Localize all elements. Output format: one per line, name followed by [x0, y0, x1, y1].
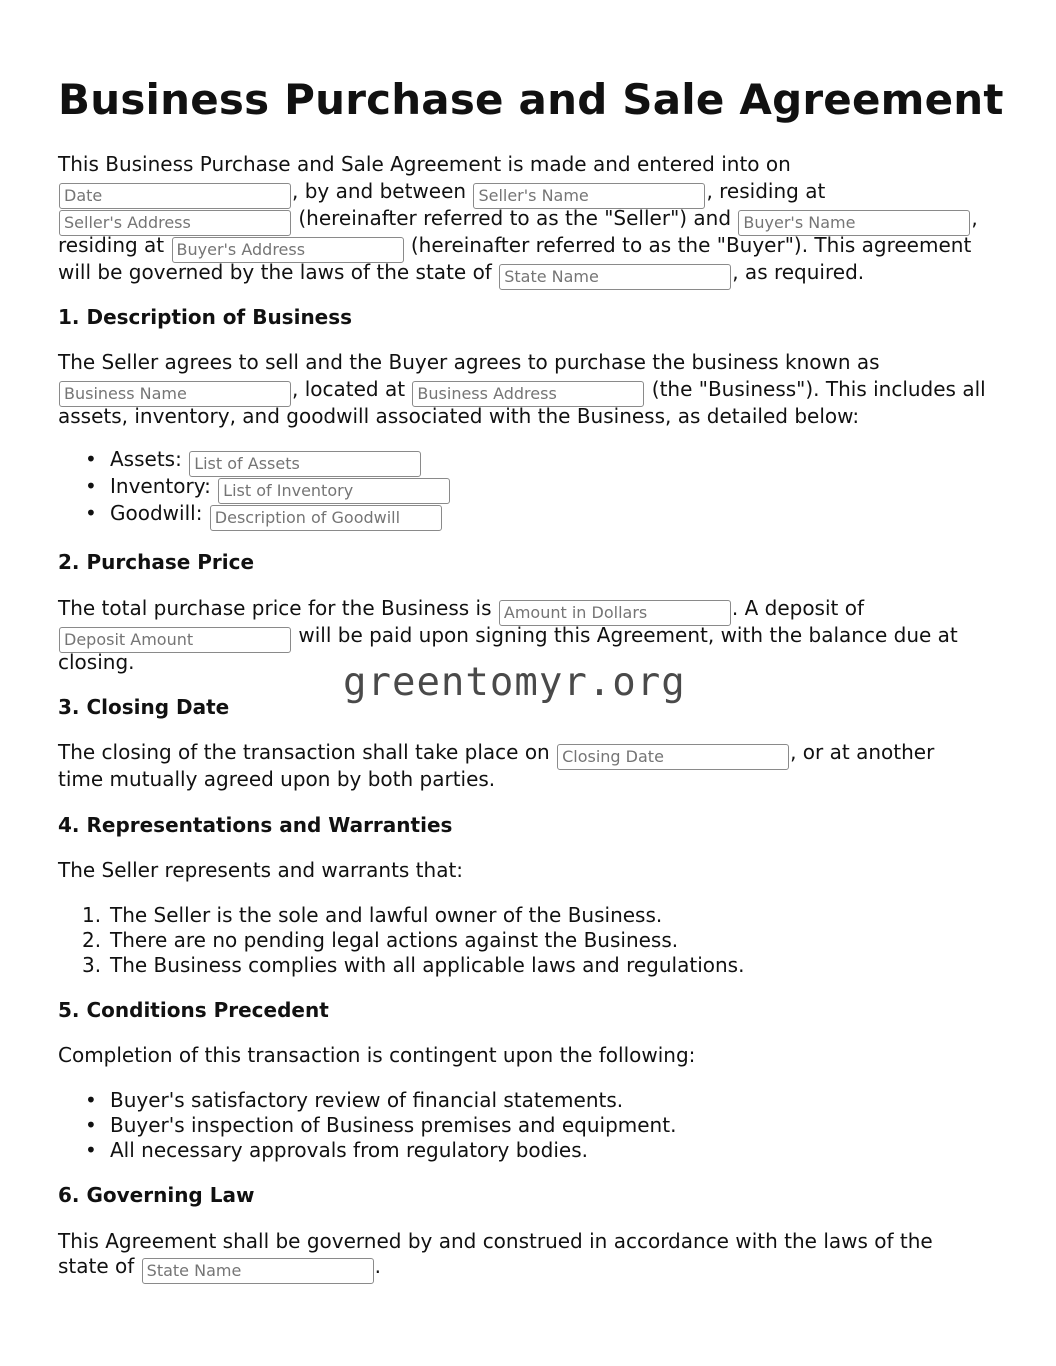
conditions-list: [58, 1088, 676, 1163]
bullet-icon: •: [85, 1138, 97, 1162]
section-3-paragraph: The closing of the transaction shall take place on Closing Date , or at another time mutually agreed upon by both parties.: [58, 739, 1003, 793]
section-2-heading: 2. Purchase Price: [58, 550, 255, 574]
business-items-list: [58, 447, 451, 528]
bullet-icon: •: [85, 447, 97, 471]
intro-paragraph: This Business Purchase and Sale Agreement is made and entered into on Date, by and between Seller's Name , residing at Seller's Address (hereinafter referred to as the "Seller") and Buyer's Name , residing at Buyer's Address (hereinafter referred to as the "Buyer"). This agreement will be governed by the laws of the state of State Name , as required.: [58, 151, 1003, 286]
list-item: 1. The Seller is the sole and lawful owner of the Business.: [82, 903, 663, 927]
section-2-paragraph: The total purchase price for the Business is Amount in Dollars . A deposit of Deposit Amount will be paid upon signing this Agreement, with the balance due at closing.: [58, 595, 1003, 676]
section-1-heading: 1. Description of Business: [58, 305, 353, 329]
section-3-heading: 3. Closing Date: [58, 695, 230, 719]
bullet-icon: •: [85, 1113, 97, 1137]
section-6-heading: 6. Governing Law: [58, 1183, 255, 1207]
goodwill-input[interactable]: [210, 505, 442, 531]
list-item: • Goodwill: Description of Goodwill: [58, 501, 451, 528]
section-4-heading: 4. Representations and Warranties: [58, 813, 453, 837]
list-item: • Buyer's inspection of Business premises and equipment.: [85, 1113, 677, 1137]
section-1-paragraph: The Seller agrees to sell and the Buyer agrees to purchase the business known as Business Name, located at Business Address (the "Business"). This includes all assets, inventory, and goodwill associated with the Business, as detailed below:: [58, 349, 1003, 430]
inventory-input[interactable]: [218, 478, 450, 504]
assets-input[interactable]: [189, 451, 421, 477]
warranties-list: [58, 903, 744, 978]
state-name-input[interactable]: [499, 264, 731, 290]
bullet-icon: •: [85, 501, 97, 525]
bullet-icon: •: [85, 474, 97, 498]
list-item: • Inventory: List of Inventory: [58, 474, 451, 501]
list-item: • Assets: List of Assets: [58, 447, 451, 474]
bullet-icon: •: [85, 1088, 97, 1112]
list-item: • Buyer's satisfactory review of financial statements.: [85, 1088, 624, 1112]
list-item: • All necessary approvals from regulatory bodies.: [85, 1138, 588, 1162]
list-item: 2. There are no pending legal actions against the Business.: [82, 928, 679, 952]
list-item: 3. The Business complies with all applicable laws and regulations.: [82, 953, 745, 977]
section-4-intro: The Seller represents and warrants that:: [58, 858, 464, 882]
section-5-intro: Completion of this transaction is contingent upon the following:: [58, 1043, 696, 1067]
section-5-heading: 5. Conditions Precedent: [58, 998, 329, 1022]
section-6-paragraph: This Agreement shall be governed by and construed in accordance with the laws of the state of State Name .: [58, 1228, 1003, 1278]
watermark: greentomyr.org: [343, 660, 686, 705]
closing-date-input[interactable]: [557, 744, 789, 770]
document-title: Business Purchase and Sale Agreement: [58, 75, 1004, 124]
governing-state-input[interactable]: [142, 1258, 374, 1284]
